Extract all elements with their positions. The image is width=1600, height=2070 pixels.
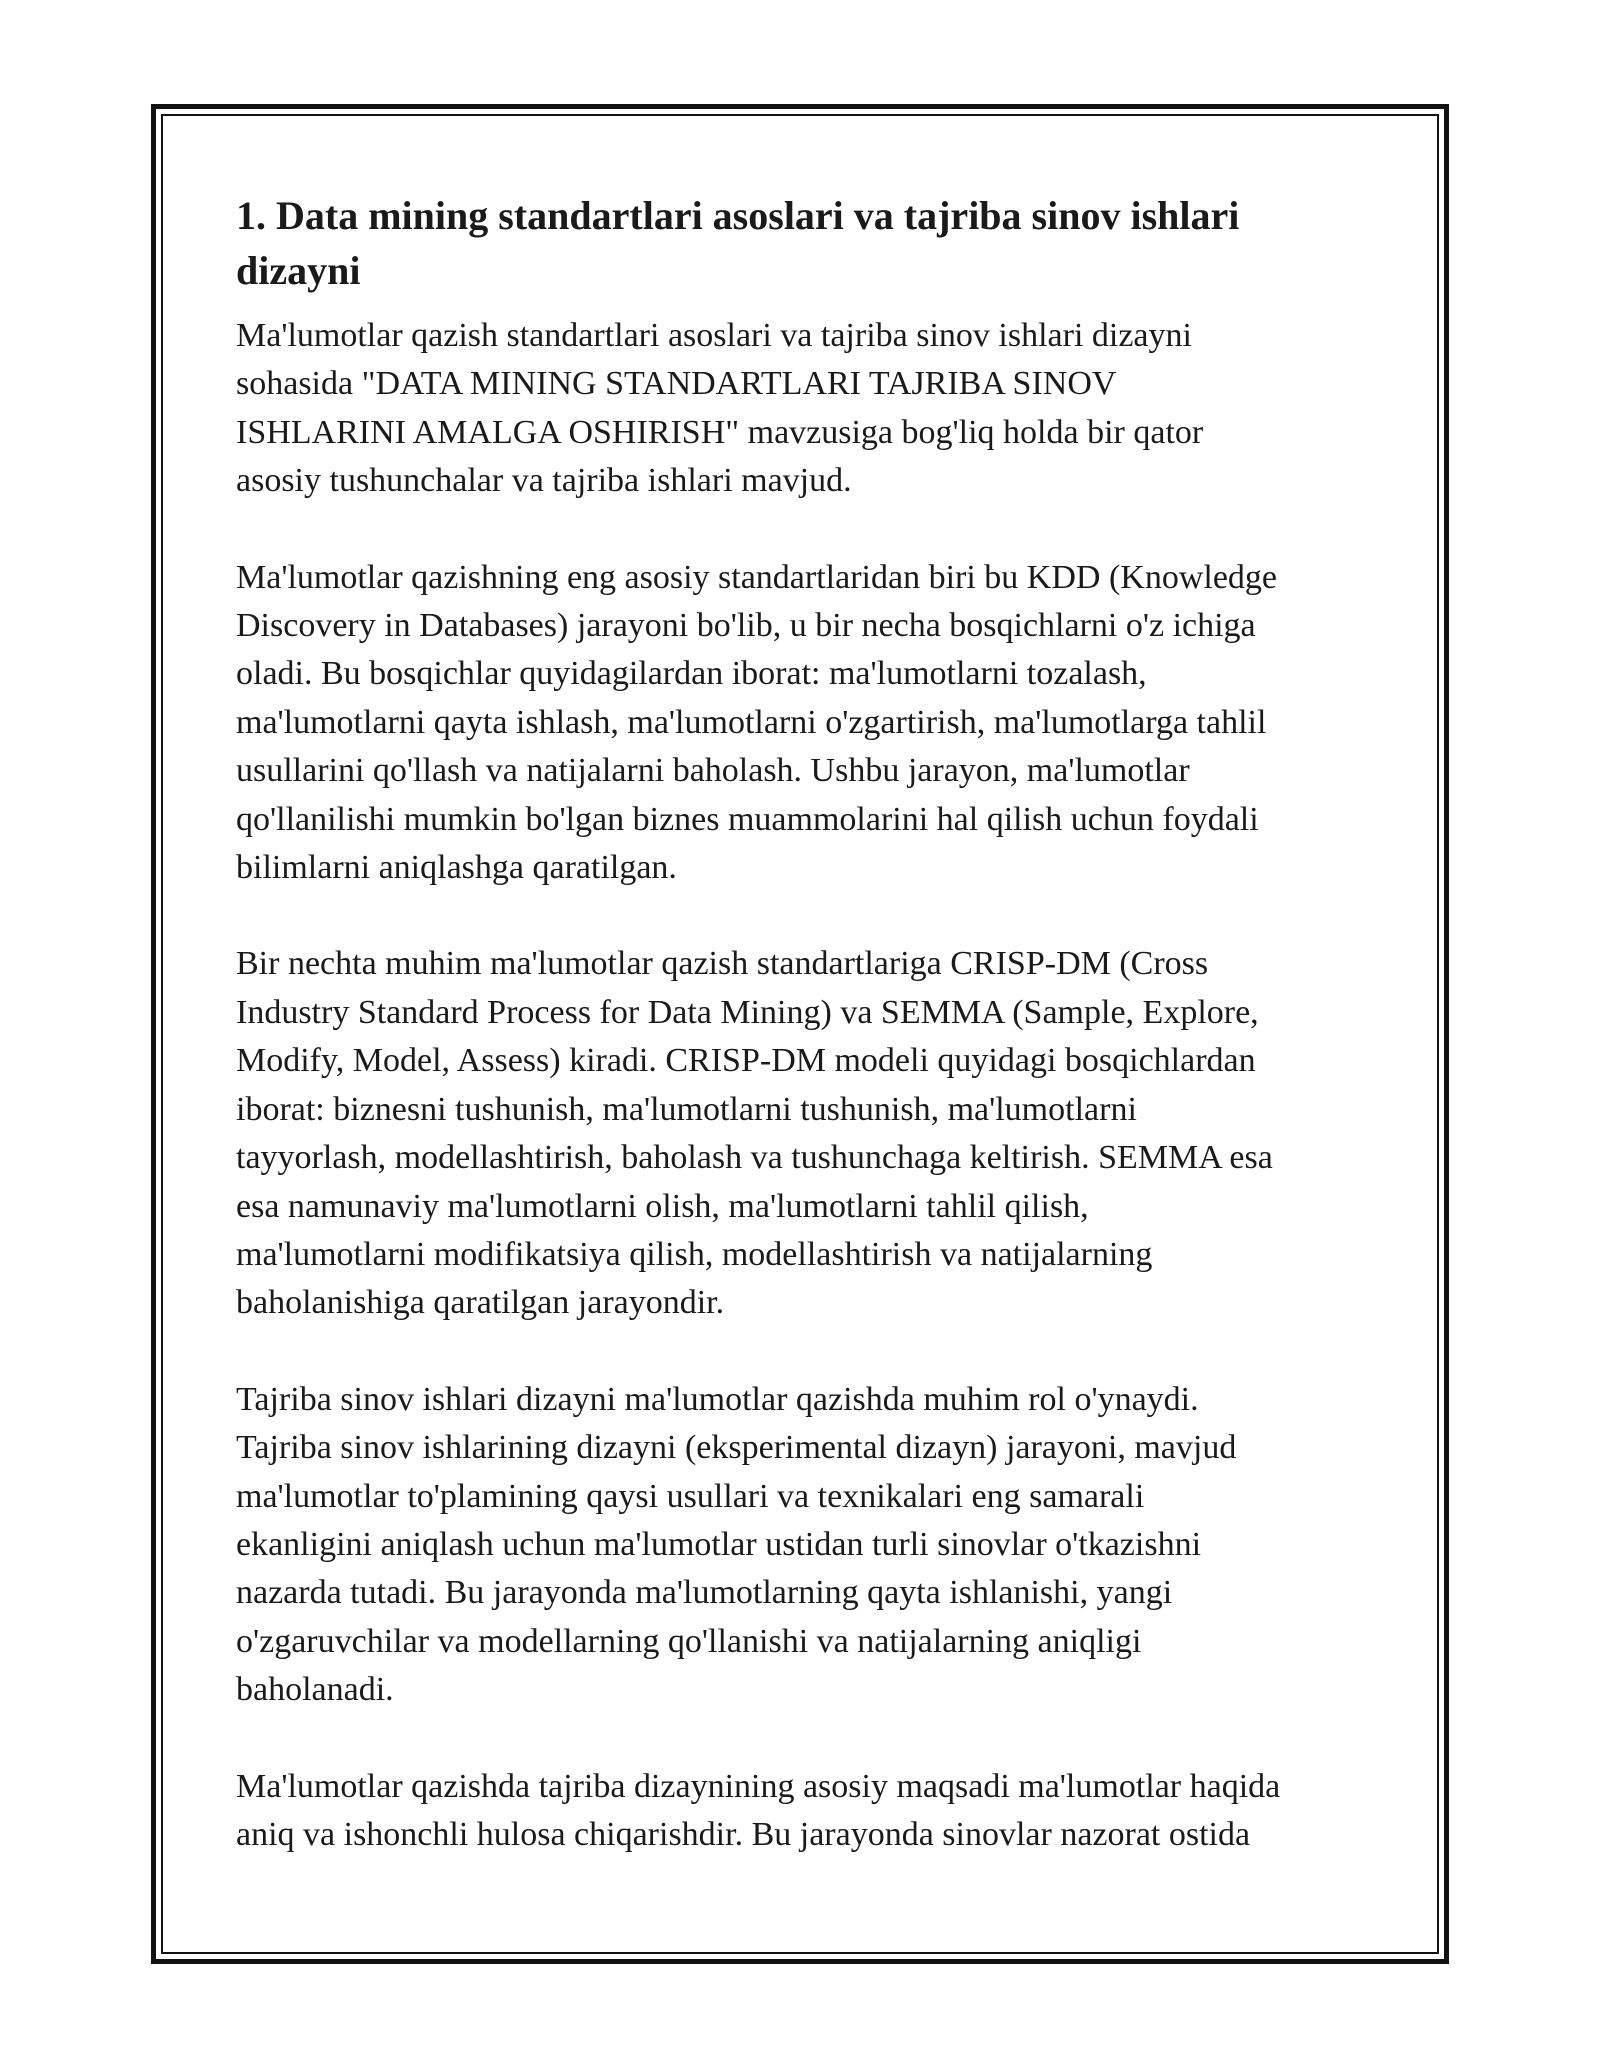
paragraph-2: Ma'lumotlar qazishning eng asosiy standartlaridan biri bu KDD (Knowledge Discovery in Databases) jarayoni bo'lib, u bir necha bosqichlarni o'z ichiga oladi. Bu bosqichlar quyidagilardan iborat: ma'lumotlarni tozalash, ma'lumotlarni qayta ishlash, ma'lumotlarni o'zgartirish, ma'lumotlarga tahlil usullarini qo'llash va natijalarni baholash. Ushbu jarayon, ma'lumotlar qo'llanilishi mumkin bo'lgan biznes muammolarini hal qilish uchun foydali bilimlarni aniqlashga qaratilgan. bbox=[236, 558, 1278, 887]
section-heading: 1. Data mining standartlari asoslari va tajriba sinov ishlari dizayni bbox=[236, 193, 1240, 293]
paragraph-3: Bir nechta muhim ma'lumotlar qazish standartlariga CRISP-DM (Cross Industry Standard Process for Data Mining) va SEMMA (Sample, Explore, Modify, Model, Assess) kiradi. CRISP-DM modeli quyidagi bosqichlardan iborat: biznesni tushunish, ma'lumotlarni tushunish, ma'lumotlarni tayyorlash, modellashtirish, baholash va tushunchaga keltirish. SEMMA esa esa namunaviy ma'lumotlarni olish, ma'lumotlarni tahlil qilish, ma'lumotlarni modifikatsiya qilish, modellashtirish va natijalarning baholanishiga qaratilgan jarayondir. bbox=[236, 945, 1273, 1322]
paragraph-4: Tajriba sinov ishlari dizayni ma'lumotlar qazishda muhim rol o'ynaydi. Tajriba sinov ishlarining dizayni (eksperimental dizayn) jarayoni, mavjud ma'lumotlar to'plamining qaysi usullari va texnikalari eng samarali ekanligini aniqlash uchun ma'lumotlar ustidan turli sinovlar o'tkazishni nazarda tutadi. Bu jarayonda ma'lumotlarning qayta ishlanishi, yangi o'zgaruvchilar va modellarning qo'llanishi va natijalarning aniqligi baholanadi. bbox=[236, 1380, 1237, 1709]
document-content bbox=[236, 188, 1376, 1907]
paragraph-5: Ma'lumotlar qazishda tajriba dizaynining asosiy maqsadi ma'lumotlar haqida aniq va ishonchli hulosa chiqarishdir. Bu jarayonda sinovlar nazorat ostida bbox=[236, 1767, 1281, 1853]
paragraph-1: Ma'lumotlar qazish standartlari asoslari va tajriba sinov ishlari dizayni sohasida "DATA MINING STANDARTLARI TAJRIBA SINOV ISHLARINI AMALGA OSHIRISH" mavzusiga bog'liq holda bir qator asosiy tushunchalar va tajriba ishlari mavjud. bbox=[236, 317, 1204, 500]
